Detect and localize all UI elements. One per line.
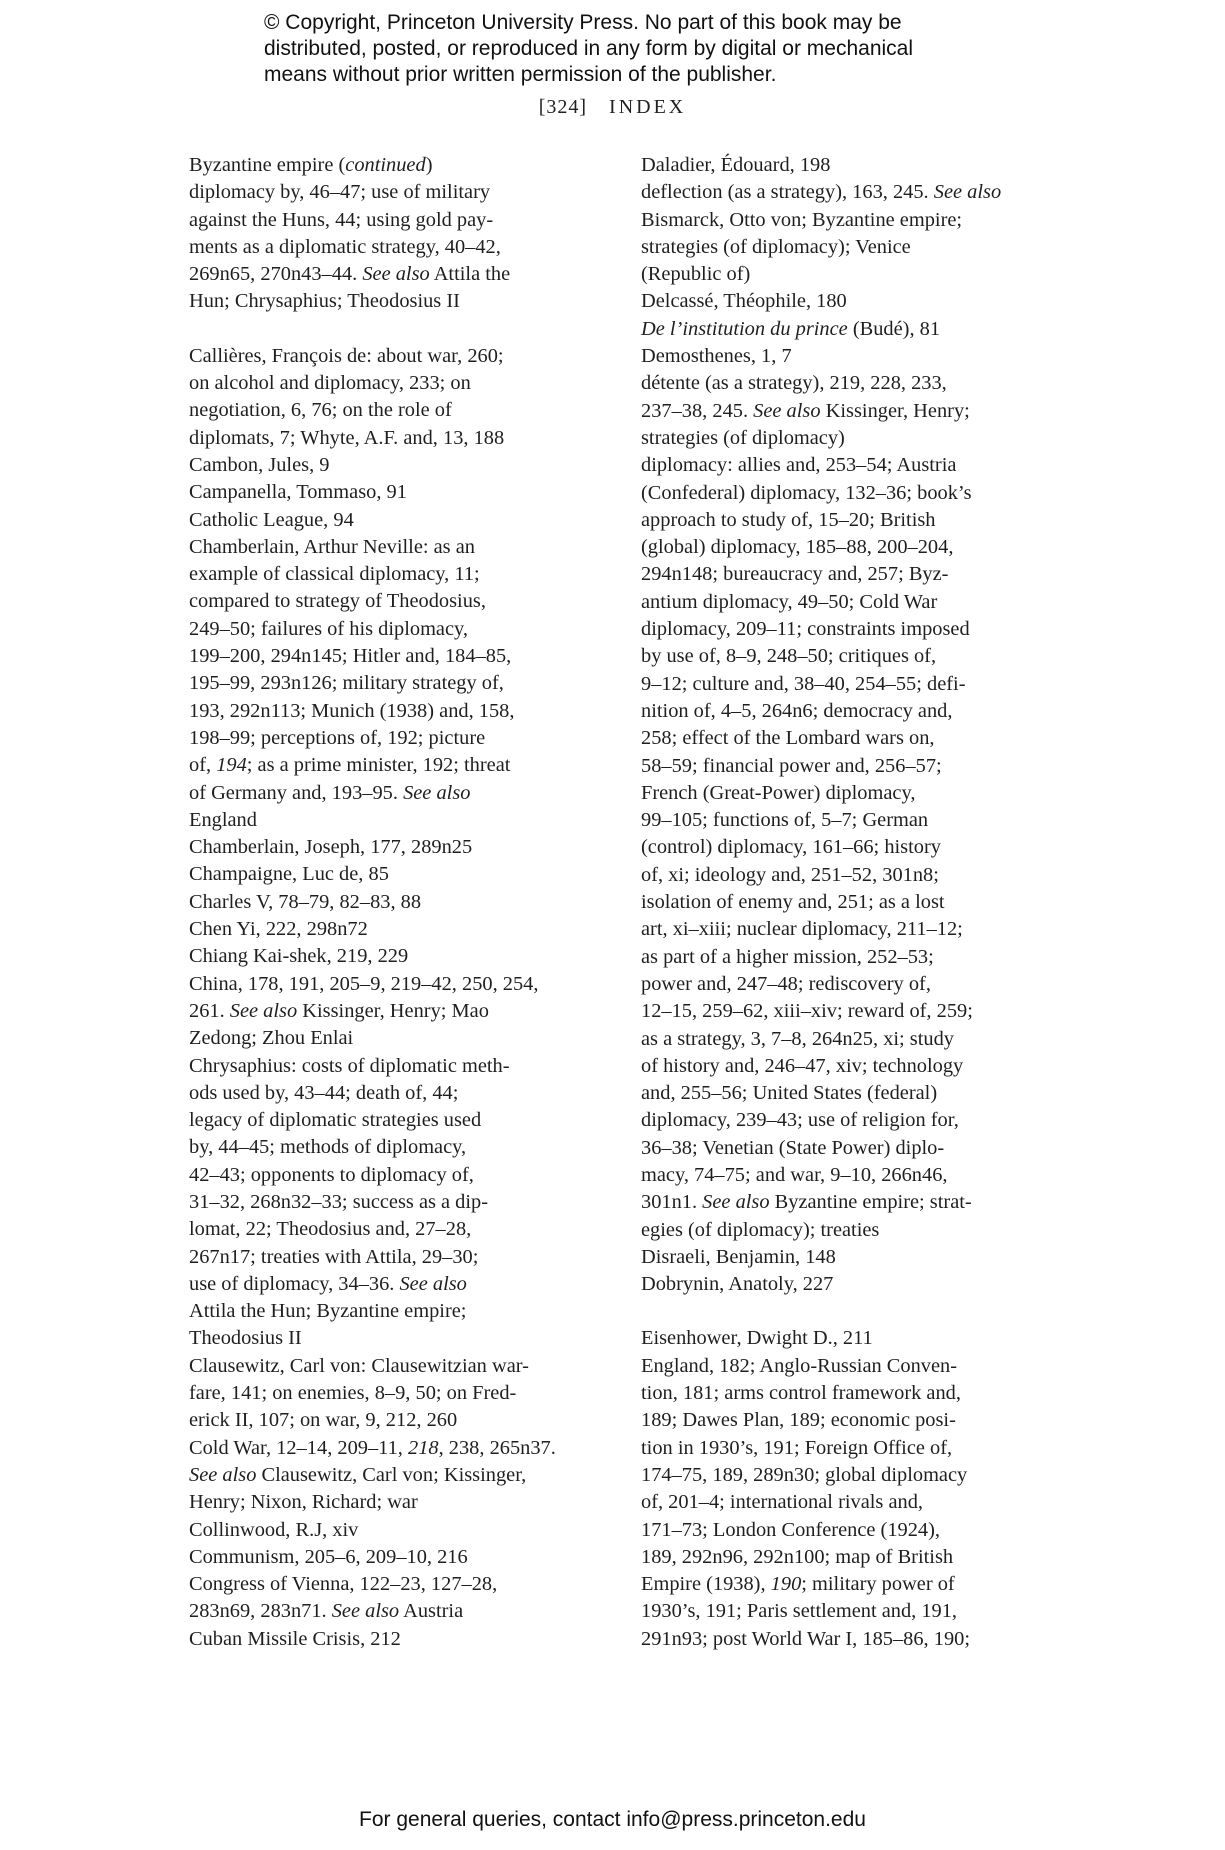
index-entry	[189, 1053, 609, 1353]
index-entry	[189, 971, 609, 1053]
index-entry-line: by use of, 8–9, 248–50; critiques of,	[641, 645, 937, 668]
index-entry-line: erick II, 107; on war, 9, 212, 260	[189, 1409, 458, 1432]
index-entry-line: Cambon, Jules, 9	[189, 453, 330, 476]
index-entry	[641, 1325, 1061, 1352]
index-entry	[189, 861, 609, 888]
index-entry-line: tion, 181; arms control framework and,	[641, 1382, 961, 1405]
index-entry-line: 261. See also Kissinger, Henry; Mao	[189, 999, 489, 1022]
page-number: [324]	[538, 96, 588, 118]
index-entry-line: Collinwood, R.J, xiv	[189, 1518, 359, 1541]
index-entry-line: strategies (of diplomacy); Venice	[641, 235, 911, 258]
index-entry-line: (global) diplomacy, 185–88, 200–204,	[641, 536, 954, 559]
index-entry-line: China, 178, 191, 205–9, 219–42, 250, 254,	[189, 972, 539, 995]
index-entry-line: Callières, François de: about war, 260;	[189, 344, 504, 367]
index-entry-line: 31–32, 268n32–33; success as a dip-	[189, 1190, 489, 1213]
index-entry-line: by, 44–45; methods of diplomacy,	[189, 1136, 467, 1159]
section-title: INDEX	[609, 96, 687, 118]
index-entry-line: 195–99, 293n126; military strategy of,	[189, 672, 504, 695]
index-entry	[189, 834, 609, 861]
index-entry-line: deflection (as a strategy), 163, 245. See also	[641, 181, 1002, 204]
index-entry-line: lomat, 22; Theodosius and, 27–28,	[189, 1218, 472, 1241]
index-entry	[641, 288, 1061, 315]
index-column-left	[189, 152, 609, 1653]
index-entry-line: Chamberlain, Arthur Neville: as an	[189, 535, 475, 558]
index-entry-line: Disraeli, Benjamin, 148	[641, 1245, 836, 1268]
index-entry-line: 267n17; treaties with Attila, 29–30;	[189, 1245, 479, 1268]
index-entry-line: of, 194; as a prime minister, 192; threat	[189, 754, 511, 777]
index-entry-line: diplomacy, 209–11; constraints imposed	[641, 618, 970, 641]
index-entry-line: Eisenhower, Dwight D., 211	[641, 1327, 873, 1350]
index-entry	[189, 152, 609, 316]
index-entry-line: 1930’s, 191; Paris settlement and, 191,	[641, 1600, 958, 1623]
index-entry-line: diplomacy: allies and, 253–54; Austria	[641, 454, 957, 477]
index-entry-line: De l’institution du prince (Budé), 81	[641, 317, 941, 340]
index-entry-line: as part of a higher mission, 252–53;	[641, 945, 934, 968]
index-entry-line: Hun; Chrysaphius; Theodosius II	[189, 290, 460, 313]
index-entry	[641, 316, 1061, 343]
index-entry-line: 36–38; Venetian (State Power) diplo-	[641, 1136, 945, 1159]
index-entry-line: 283n69, 283n71. See also Austria	[189, 1600, 464, 1623]
index-entry-line: of history and, 246–47, xiv; technology	[641, 1054, 964, 1077]
index-entry-line: Cuban Missile Crisis, 212	[189, 1627, 401, 1650]
index-entry-line: Champaigne, Luc de, 85	[189, 863, 389, 886]
index-entry-line: Cold War, 12–14, 209–11, 218, 238, 265n37.	[189, 1436, 556, 1459]
index-entry-line: tion in 1930’s, 191; Foreign Office of,	[641, 1436, 953, 1459]
copyright-line: distributed, posted, or reproduced in any form by digital or mechanical	[264, 37, 914, 60]
index-entry	[189, 507, 609, 534]
copyright-line: © Copyright, Princeton University Press. No part of this book may be	[264, 11, 902, 34]
index-entry	[189, 1435, 609, 1517]
index-entry	[189, 452, 609, 479]
index-entry-line: Chrysaphius: costs of diplomatic meth-	[189, 1054, 510, 1077]
index-entry-line: 291n93; post World War I, 185–86, 190;	[641, 1627, 970, 1650]
index-entry-line: 199–200, 294n145; Hitler and, 184–85,	[189, 645, 512, 668]
index-entry	[641, 179, 1061, 288]
index-entry	[641, 1271, 1061, 1298]
index-entry-line: against the Huns, 44; using gold pay-	[189, 208, 494, 231]
index-entry-line: strategies (of diplomacy)	[641, 426, 845, 449]
index-entry-line: 99–105; functions of, 5–7; German	[641, 809, 929, 832]
index-entry-line: Chamberlain, Joseph, 177, 289n25	[189, 836, 473, 859]
index-entry-line: compared to strategy of Theodosius,	[189, 590, 486, 613]
index-entry	[189, 534, 609, 834]
section-gap	[189, 316, 609, 343]
running-head	[0, 96, 1225, 119]
index-entry-line: Zedong; Zhou Enlai	[189, 1027, 354, 1050]
index-entry-line: England	[189, 808, 257, 831]
index-entry	[189, 943, 609, 970]
index-entry-line: Demosthenes, 1, 7	[641, 345, 792, 368]
index-entry	[641, 452, 1061, 1244]
index-column-right	[641, 152, 1061, 1653]
index-entry-line: (Republic of)	[641, 263, 751, 286]
index-entry-line: fare, 141; on enemies, 8–9, 50; on Fred-	[189, 1382, 517, 1405]
index-entry-line: Communism, 205–6, 209–10, 216	[189, 1545, 468, 1568]
index-entry-line: détente (as a strategy), 219, 228, 233,	[641, 372, 947, 395]
index-entry-line: diplomacy, 239–43; use of religion for,	[641, 1109, 959, 1132]
index-entry-line: See also Clausewitz, Carl von; Kissinger,	[189, 1463, 527, 1486]
index-entry-line: on alcohol and diplomacy, 233; on	[189, 372, 471, 395]
index-entry-line: Delcassé, Théophile, 180	[641, 290, 847, 313]
index-entry-line: Chiang Kai-shek, 219, 229	[189, 945, 409, 968]
index-entry	[641, 343, 1061, 370]
index-entry-line: Catholic League, 94	[189, 508, 354, 531]
index-entry-line: Clausewitz, Carl von: Clausewitzian war-	[189, 1354, 529, 1377]
index-entry-line: Empire (1938), 190; military power of	[641, 1573, 955, 1596]
index-entry-line: Theodosius II	[189, 1327, 302, 1350]
index-entry-line: approach to study of, 15–20; British	[641, 508, 936, 531]
index-entry-line: negotiation, 6, 76; on the role of	[189, 399, 452, 422]
index-entry-line: Attila the Hun; Byzantine empire;	[189, 1300, 467, 1323]
index-entry-line: 58–59; financial power and, 256–57;	[641, 754, 942, 777]
index-entry-line: of Germany and, 193–95. See also	[189, 781, 471, 804]
index-entry	[641, 1353, 1061, 1653]
index-entry-line: 189, 292n96, 292n100; map of British	[641, 1545, 954, 1568]
index-entry-line: Daladier, Édouard, 198	[641, 154, 831, 176]
index-entry	[189, 479, 609, 506]
index-entry-line: nition of, 4–5, 264n6; democracy and,	[641, 699, 953, 722]
copyright-notice	[264, 10, 1024, 88]
index-entry	[189, 889, 609, 916]
index-entry-line: 189; Dawes Plan, 189; economic posi-	[641, 1409, 956, 1432]
index-entry-line: 301n1. See also Byzantine empire; strat-	[641, 1191, 972, 1214]
index-entry-line: 42–43; opponents to diplomacy of,	[189, 1163, 474, 1186]
index-entry-line: 9–12; culture and, 38–40, 254–55; defi-	[641, 672, 966, 695]
index-entry	[189, 1571, 609, 1626]
index-entry-line: 294n148; bureaucracy and, 257; Byz-	[641, 563, 949, 586]
index-entry	[641, 1244, 1061, 1271]
index-entry-line: legacy of diplomatic strategies used	[189, 1109, 482, 1132]
index-entry-line: French (Great-Power) diplomacy,	[641, 781, 916, 804]
index-entry-line: 193, 292n113; Munich (1938) and, 158,	[189, 699, 515, 722]
index-entry	[641, 370, 1061, 452]
index-entry	[189, 343, 609, 452]
section-gap	[641, 1298, 1061, 1325]
index-entry-line: 249–50; failures of his diplomacy,	[189, 617, 468, 640]
index-entry	[189, 1517, 609, 1544]
index-entry-line: macy, 74–75; and war, 9–10, 266n46,	[641, 1163, 948, 1186]
index-entry-line: as a strategy, 3, 7–8, 264n25, xi; study	[641, 1027, 954, 1050]
index-entry-line: Bismarck, Otto von; Byzantine empire;	[641, 208, 963, 231]
index-entry-line: of, 201–4; international rivals and,	[641, 1491, 924, 1514]
index-entry-line: 258; effect of the Lombard wars on,	[641, 727, 935, 750]
index-entry-line: (Confederal) diplomacy, 132–36; book’s	[641, 481, 972, 504]
index-entry-line: 171–73; London Conference (1924),	[641, 1518, 940, 1541]
index-entry-line: 12–15, 259–62, xiii–xiv; reward of, 259;	[641, 1000, 973, 1023]
index-entry-line: Congress of Vienna, 122–23, 127–28,	[189, 1573, 498, 1596]
index-entry-line: 198–99; perceptions of, 192; picture	[189, 726, 486, 749]
index-entry-line: Byzantine empire (continued)	[189, 154, 433, 176]
index-entry-line: and, 255–56; United States (federal)	[641, 1082, 938, 1105]
index-entry-line: Campanella, Tommaso, 91	[189, 481, 407, 504]
index-entry-line: ods used by, 43–44; death of, 44;	[189, 1081, 459, 1104]
index-entry	[189, 1353, 609, 1435]
index-entry-line: use of diplomacy, 34–36. See also	[189, 1272, 467, 1295]
index-entry-line: 269n65, 270n43–44. See also Attila the	[189, 263, 511, 286]
index-entry-line: diplomacy by, 46–47; use of military	[189, 181, 491, 204]
index-entry-line: Henry; Nixon, Richard; war	[189, 1491, 418, 1514]
index-entry-line: diplomats, 7; Whyte, A.F. and, 13, 188	[189, 426, 505, 449]
index-entry-line: egies (of diplomacy); treaties	[641, 1218, 880, 1241]
index-entry-line: Chen Yi, 222, 298n72	[189, 918, 368, 941]
index-entry	[189, 1626, 609, 1653]
index-entry	[641, 152, 1061, 179]
index-entry-line: (control) diplomacy, 161–66; history	[641, 836, 941, 859]
index-entry-line: 174–75, 189, 289n30; global diplomacy	[641, 1463, 968, 1486]
index-entry-line: antium diplomacy, 49–50; Cold War	[641, 590, 938, 613]
index-entry	[189, 1544, 609, 1571]
index-entry-line: Charles V, 78–79, 82–83, 88	[189, 890, 422, 913]
index-entry-line: power and, 247–48; rediscovery of,	[641, 972, 931, 995]
index-entry-line: example of classical diplomacy, 11;	[189, 563, 480, 586]
index-entry-line: ments as a diplomatic strategy, 40–42,	[189, 235, 501, 258]
index-entry-line: of, xi; ideology and, 251–52, 301n8;	[641, 863, 939, 886]
index-entry	[189, 916, 609, 943]
copyright-line: means without prior written permission of the publisher.	[264, 63, 777, 86]
index-entry-line: England, 182; Anglo-Russian Conven-	[641, 1354, 958, 1377]
footer-contact: For general queries, contact info@press.princeton.edu	[359, 1808, 866, 1831]
index-entry-line: Dobrynin, Anatoly, 227	[641, 1273, 834, 1296]
index-entry-line: art, xi–xiii; nuclear diplomacy, 211–12;	[641, 918, 963, 941]
index-entry-line: isolation of enemy and, 251; as a lost	[641, 891, 945, 914]
index-entry-line: 237–38, 245. See also Kissinger, Henry;	[641, 399, 970, 422]
